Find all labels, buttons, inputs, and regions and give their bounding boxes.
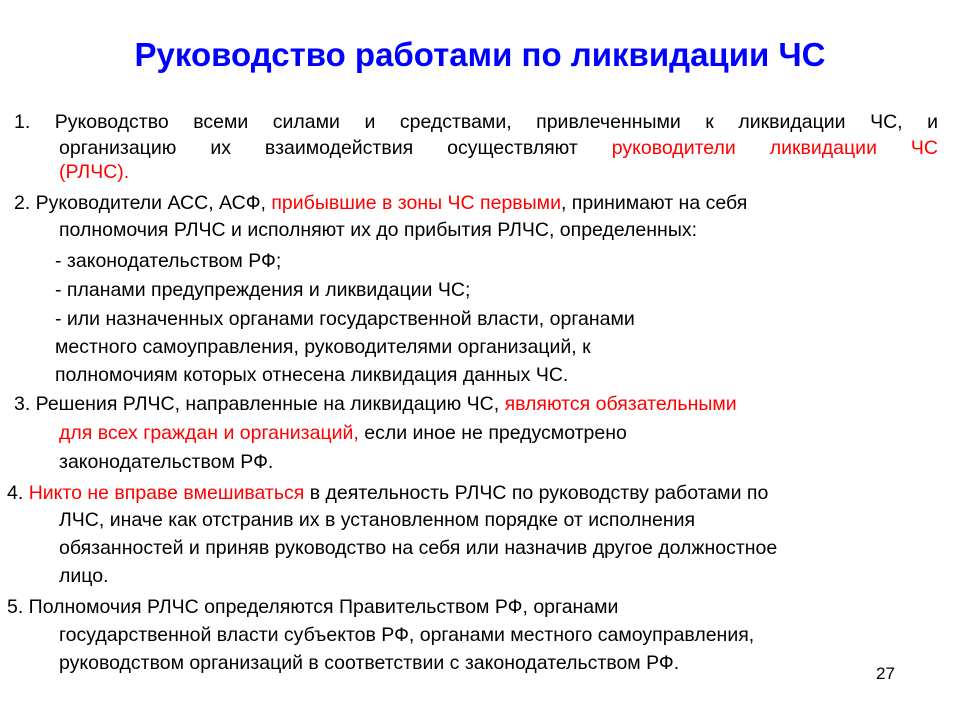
text-run: , принимают на себя bbox=[560, 192, 748, 214]
highlight-text: для всех граждан и организаций, bbox=[59, 422, 359, 444]
paragraph-4-line-3 bbox=[59, 537, 777, 560]
paragraph-2-line-2 bbox=[59, 219, 697, 242]
highlight-text: (РЛЧС). bbox=[59, 161, 130, 183]
paragraph-1-line-1 bbox=[14, 111, 938, 134]
text-run: - или назначенных органами государственной власти, органами bbox=[55, 308, 635, 330]
text-run: организацию их взаимодействия осуществляют bbox=[59, 137, 612, 159]
paragraph-5-line-1 bbox=[7, 596, 618, 619]
paragraph-4-line-2 bbox=[59, 509, 695, 532]
paragraph-3-line-3 bbox=[59, 451, 273, 474]
text-run: государственной власти субъектов РФ, органами местного самоуправления, bbox=[59, 624, 755, 646]
text-run: 4. bbox=[7, 482, 29, 504]
text-run: полномочиям которых отнесена ликвидация данных ЧС. bbox=[55, 364, 569, 386]
paragraph-4-line-1 bbox=[7, 482, 768, 505]
slide-title: Руководство работами по ликвидации ЧС bbox=[134, 36, 826, 73]
text-run: 3. Решения РЛЧС, направленные на ликвидацию ЧС, bbox=[14, 393, 505, 415]
text-run: - планами предупреждения и ликвидации ЧС; bbox=[55, 279, 471, 301]
text-run: если иное не предусмотрено bbox=[358, 422, 627, 444]
highlight-text: прибывшие в зоны ЧС первыми bbox=[271, 192, 561, 214]
paragraph-2-line-4 bbox=[55, 279, 470, 302]
highlight-text: являются обязательными bbox=[504, 393, 737, 415]
highlight-text: Никто не вправе вмешиваться bbox=[28, 482, 305, 504]
paragraph-2-line-5 bbox=[55, 308, 635, 331]
paragraph-3-line-1 bbox=[14, 393, 737, 416]
paragraph-2-line-6 bbox=[55, 336, 591, 359]
text-run: 2. Руководители АСС, АСФ, bbox=[14, 192, 272, 214]
text-run: обязанностей и приняв руководство на себя или назначив другое должностное bbox=[59, 537, 778, 559]
text-run: 5. Полномочия РЛЧС определяются Правительством РФ, органами bbox=[7, 596, 619, 618]
paragraph-2-line-3 bbox=[55, 250, 281, 273]
paragraph-4-line-4 bbox=[59, 565, 108, 588]
text-run: законодательством РФ. bbox=[59, 451, 274, 473]
page-number: 27 bbox=[876, 664, 895, 683]
highlight-text: руководители ликвидации ЧС bbox=[611, 137, 938, 159]
paragraph-2-line-1 bbox=[14, 192, 747, 215]
paragraph-5-line-2 bbox=[59, 624, 754, 647]
text-run: местного самоуправления, руководителями организаций, к bbox=[55, 336, 591, 358]
text-run: лицо. bbox=[59, 565, 109, 587]
paragraph-1-line-3 bbox=[59, 161, 129, 184]
paragraph-3-line-2 bbox=[59, 422, 627, 445]
text-run: ЛЧС, иначе как отстранив их в установленном порядке от исполнения bbox=[59, 509, 696, 531]
paragraph-2-line-7 bbox=[55, 364, 568, 387]
text-run: в деятельность РЛЧС по руководству работами по bbox=[304, 482, 769, 504]
text-run: - законодательством РФ; bbox=[55, 250, 282, 272]
paragraph-1-line-2 bbox=[59, 137, 938, 160]
text-run: полномочия РЛЧС и исполняют их до прибытия РЛЧС, определенных: bbox=[59, 219, 697, 241]
text-run: 1. Руководство всеми силами и средствами, привлеченными к ликвидации ЧС, и bbox=[14, 111, 938, 133]
text-run: руководством организаций в соответствии с законодательством РФ. bbox=[59, 652, 680, 674]
paragraph-5-line-3 bbox=[59, 652, 679, 675]
